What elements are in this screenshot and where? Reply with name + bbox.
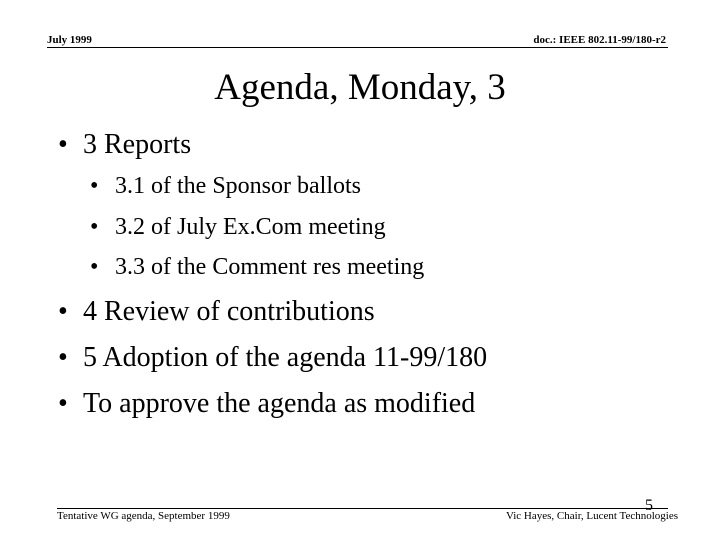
bullet-text: 3.2 of July Ex.Com meeting xyxy=(115,214,386,240)
sub-bullet-sponsor-ballots xyxy=(90,171,361,201)
bullet-text: 3.3 of the Comment res meeting xyxy=(115,254,425,280)
bullet-reports xyxy=(58,128,191,162)
bullet-text: 3.1 of the Sponsor ballots xyxy=(115,173,361,199)
bullet-text: 4 Review of contributions xyxy=(83,296,375,327)
header-divider xyxy=(47,47,668,48)
footer-right-text: Vic Hayes, Chair, Lucent Technologies xyxy=(505,510,678,522)
bullet-marker: • xyxy=(90,254,99,280)
sub-bullet-comment-res-meeting xyxy=(90,252,424,282)
bullet-review-contributions xyxy=(58,295,375,329)
footer-left-text: Tentative WG agenda, September 1999 xyxy=(57,510,230,522)
bullet-marker: • xyxy=(90,173,99,199)
bullet-approve-agenda xyxy=(58,387,475,421)
bullet-marker: • xyxy=(58,342,68,373)
footer-divider xyxy=(57,508,668,509)
bullet-text: 5 Adoption of the agenda 11-99/180 xyxy=(83,342,488,373)
page-number: 5 xyxy=(645,497,653,514)
header-doc-id: doc.: IEEE 802.11-99/180-r2 xyxy=(533,34,666,46)
bullet-adoption-agenda xyxy=(58,341,487,375)
bullet-text: 3 Reports xyxy=(83,129,192,160)
slide-title: Agenda, Monday, 3 xyxy=(214,67,506,108)
bullet-marker: • xyxy=(58,296,68,327)
sub-bullet-excom-meeting xyxy=(90,212,386,242)
bullet-marker: • xyxy=(58,388,68,419)
bullet-marker: • xyxy=(90,214,99,240)
bullet-text: To approve the agenda as modified xyxy=(83,388,476,419)
header-date: July 1999 xyxy=(47,34,92,46)
bullet-marker: • xyxy=(58,129,68,160)
